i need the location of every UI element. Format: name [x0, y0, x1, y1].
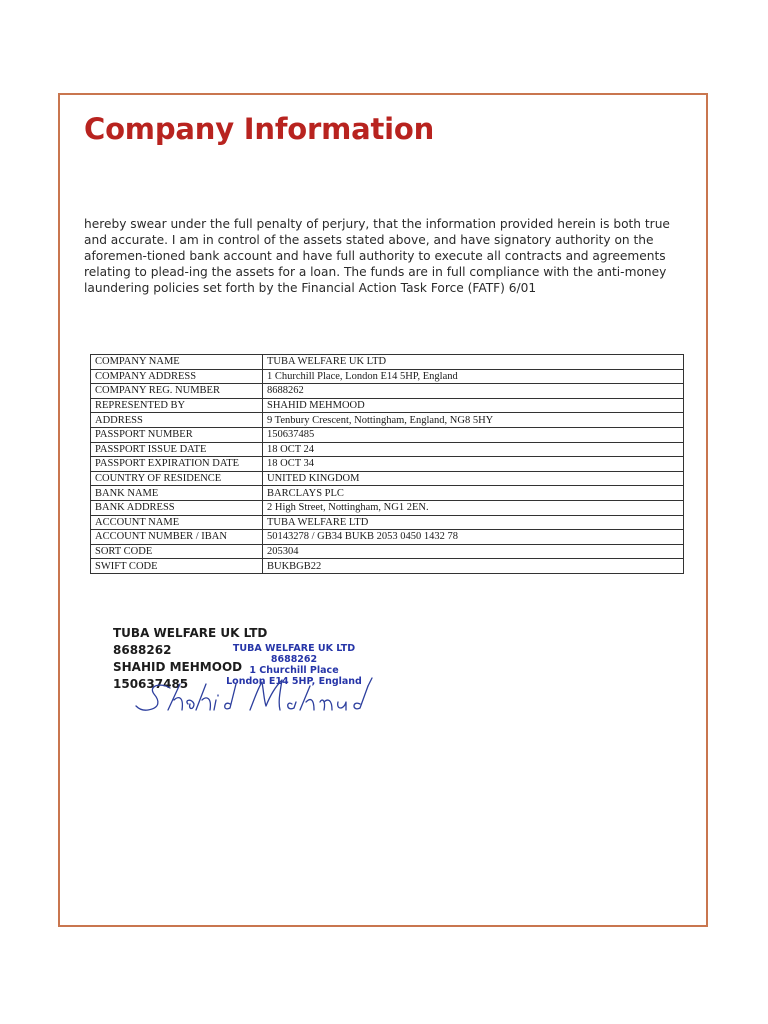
signatory-company: TUBA WELFARE UK LTD [113, 626, 268, 640]
row-value: BARCLAYS PLC [263, 486, 684, 501]
table-row [91, 355, 684, 370]
table-row [91, 530, 684, 545]
table-row [91, 515, 684, 530]
row-value: 18 OCT 34 [263, 457, 684, 472]
signatory-name: SHAHID MEHMOOD [113, 660, 243, 674]
table-row [91, 544, 684, 559]
stamp-line: 1 Churchill Place [249, 665, 339, 676]
stamp-line: 8688262 [270, 654, 318, 665]
row-label: BANK ADDRESS [91, 500, 263, 515]
row-label: ACCOUNT NAME [91, 515, 263, 530]
declaration-text: hereby swear under the full penalty of perjury, that the information provided herein is both true and accurate. I am in control of the assets stated above, and have signatory authority on the aforemen-tioned bank account and have full authority to execute all contracts and agreements relating to plead-ing the assets for a loan. The funds are in full compliance with the anti-money laundering policies set forth by the Financial Action Task Force (FATF) 6/01 [84, 217, 670, 295]
row-value: UNITED KINGDOM [263, 471, 684, 486]
table-row [91, 427, 684, 442]
row-value: 9 Tenbury Crescent, Nottingham, England, NG8 5HY [263, 413, 684, 428]
handwritten-signature [130, 670, 390, 720]
row-label: ACCOUNT NUMBER / IBAN [91, 530, 263, 545]
table-row [91, 413, 684, 428]
company-info-table [90, 354, 684, 574]
table-row [91, 471, 684, 486]
table-row [91, 559, 684, 574]
table-row [91, 398, 684, 413]
row-label: COUNTRY OF RESIDENCE [91, 471, 263, 486]
row-value: 2 High Street, Nottingham, NG1 2EN. [263, 500, 684, 515]
row-label: BANK NAME [91, 486, 263, 501]
row-label: COMPANY REG. NUMBER [91, 384, 263, 399]
table-row [91, 457, 684, 472]
table-row [91, 384, 684, 399]
row-label: SORT CODE [91, 544, 263, 559]
row-value: 50143278 / GB34 BUKB 2053 0450 1432 78 [263, 530, 684, 545]
row-value: 150637485 [263, 427, 684, 442]
row-value: SHAHID MEHMOOD [263, 398, 684, 413]
row-value: 18 OCT 24 [263, 442, 684, 457]
row-value: 1 Churchill Place, London E14 5HP, England [263, 369, 684, 384]
row-label: COMPANY NAME [91, 355, 263, 370]
stamp-line: TUBA WELFARE UK LTD [232, 643, 356, 654]
row-label: ADDRESS [91, 413, 263, 428]
row-value: 8688262 [263, 384, 684, 399]
stamp-line: London E14 5HP, England [226, 676, 362, 687]
row-label: PASSPORT EXPIRATION DATE [91, 457, 263, 472]
row-label: PASSPORT ISSUE DATE [91, 442, 263, 457]
row-value: TUBA WELFARE UK LTD [263, 355, 684, 370]
row-value: BUKBGB22 [263, 559, 684, 574]
row-label: SWIFT CODE [91, 559, 263, 574]
row-label: COMPANY ADDRESS [91, 369, 263, 384]
table-row [91, 500, 684, 515]
table-row [91, 369, 684, 384]
signatory-passport: 150637485 [113, 677, 189, 691]
row-label: PASSPORT NUMBER [91, 427, 263, 442]
signatory-reg-number: 8688262 [113, 643, 172, 657]
row-label: REPRESENTED BY [91, 398, 263, 413]
page-title: Company Information [84, 112, 435, 146]
row-value: 205304 [263, 544, 684, 559]
table-row [91, 442, 684, 457]
row-value: TUBA WELFARE LTD [263, 515, 684, 530]
table-row [91, 486, 684, 501]
